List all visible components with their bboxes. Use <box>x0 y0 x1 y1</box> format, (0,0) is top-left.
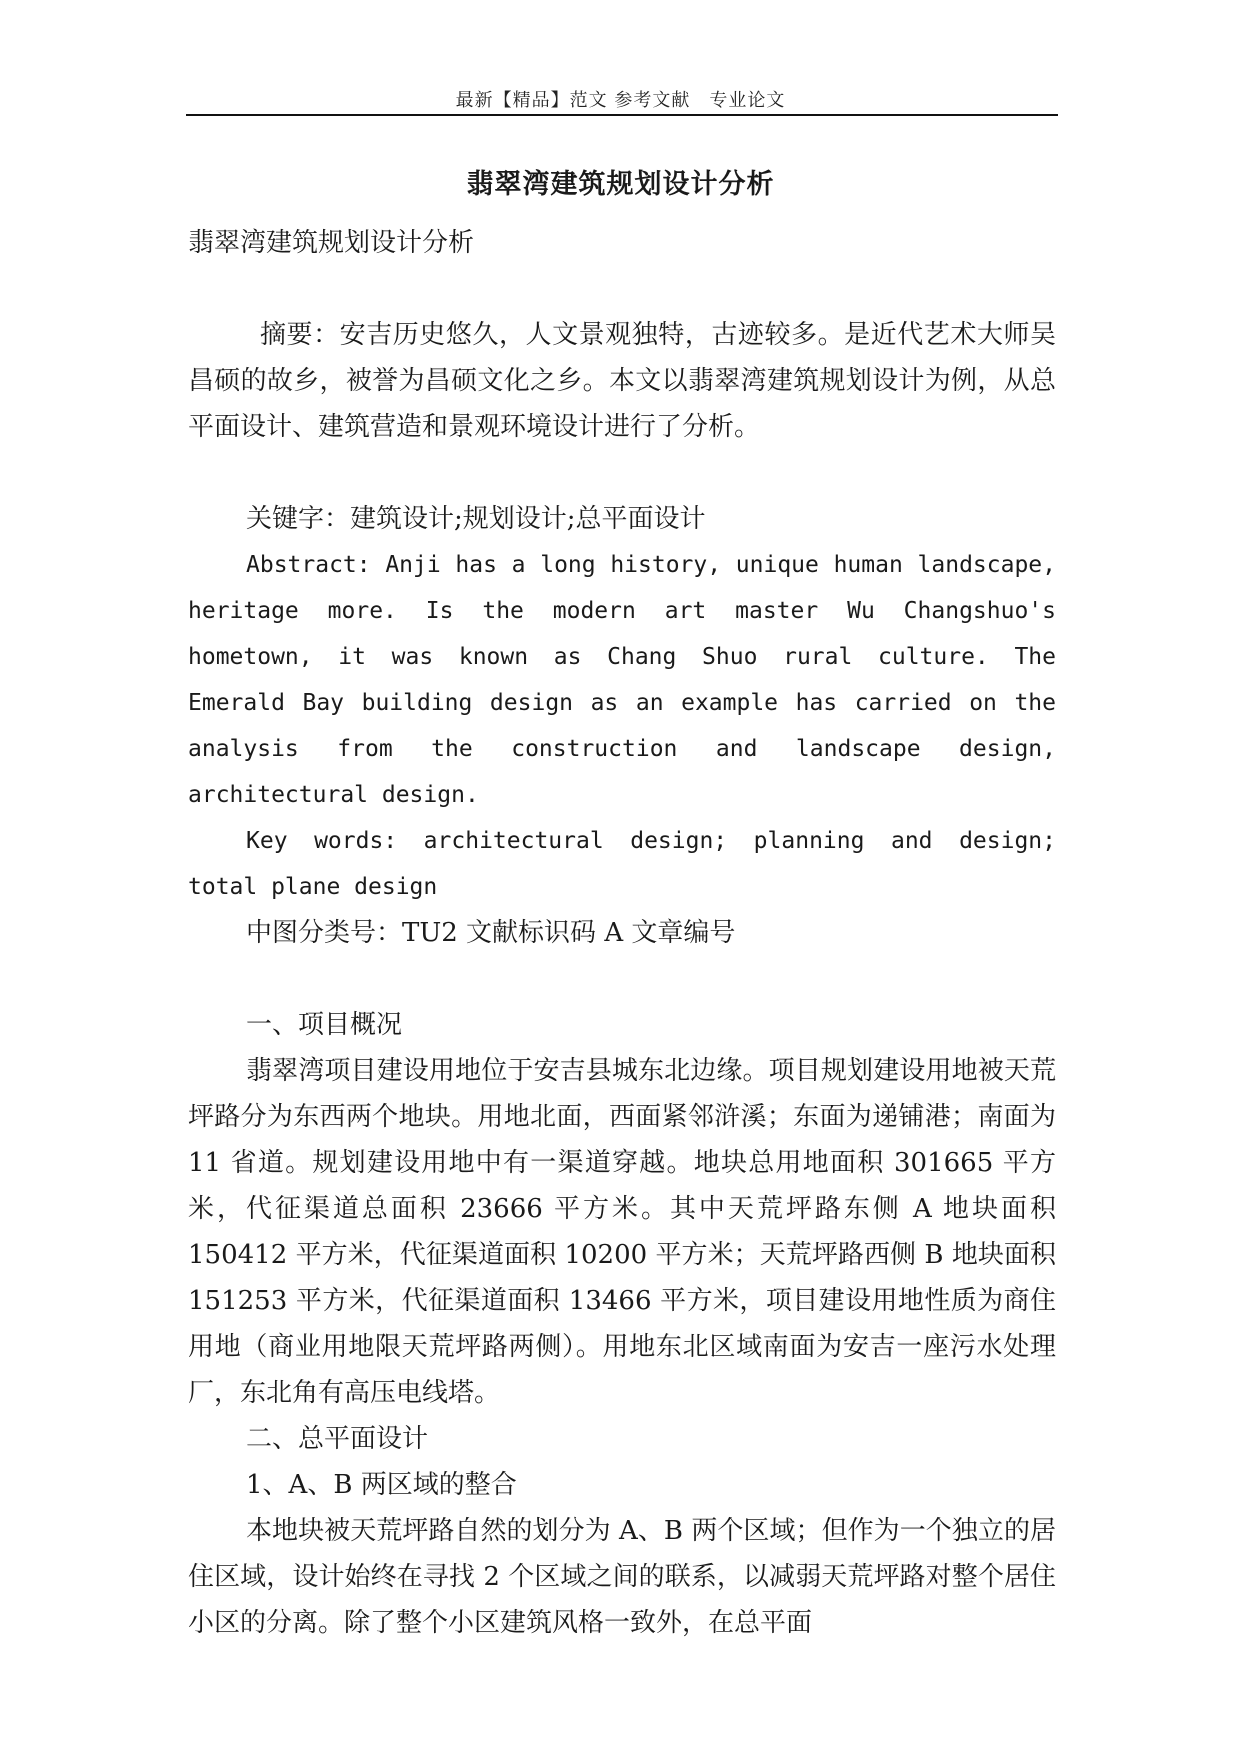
section-body-overview: 翡翠湾项目建设用地位于安吉县城东北边缘。项目规划建设用地被天荒坪路分为东西两个地块。用地北面，西面紧邻浒溪；东面为递铺港；南面为 11 省道。规划建设用地中有一渠道穿越。地块总用地面积 301665 平方米，代征渠道总面积 23666 平方米。其中天荒坪路东侧 A 地块面积 150412 平方米，代征渠道面积 10200 平方米；天荒坪路西侧 B 地块面积 151253 平方米，代征渠道面积 13466 平方米，项目建设用地性质为商住用地（商业用地限天荒坪路两侧）。用地东北区域南面为安吉一座污水处理厂，东北角有高压电线塔。 <box>188 1056 1056 1408</box>
subsection-heading-integration: 1、A、B 两区域的整合 <box>246 1470 517 1500</box>
document-subtitle: 翡翠湾建筑规划设计分析 <box>188 228 475 258</box>
section-heading-overview: 一、项目概况 <box>246 1010 403 1040</box>
subsection-body-integration: 本地块被天荒坪路自然的划分为 A、B 两个区域；但作为一个独立的居住区域，设计始终在寻找 2 个区域之间的联系，以减弱天荒坪路对整个居住小区的分离。除了整个小区建筑风格一致外，在总平面 <box>188 1516 1056 1638</box>
abstract-chinese: 摘要：安吉历史悠久，人文景观独特，古迹较多。是近代艺术大师吴昌硕的故乡，被誉为昌硕文化之乡。本文以翡翠湾建筑规划设计为例，从总平面设计、建筑营造和景观环境设计进行了分析。 <box>188 320 1056 442</box>
abstract-english: Abstract: Anji has a long history, unique human landscape, heritage more. Is the modern art master Wu Changshuo's hometown, it was known as Chang Shuo rural culture. The Emerald Bay building design as an example has carried on the analysis from the construction and landscape design, architectural design. <box>188 552 1056 808</box>
header-divider <box>186 114 1058 116</box>
classification-line: 中图分类号：TU2 文献标识码 A 文章编号 <box>246 918 736 948</box>
spacer <box>188 266 1056 312</box>
document-body <box>188 220 1056 1646</box>
spacer <box>188 956 1056 1002</box>
keywords-english: Key words: architectural design; planning and design; total plane design <box>188 828 1056 900</box>
document-title: 翡翠湾建筑规划设计分析 <box>466 169 775 200</box>
page-header: 最新【精品】范文 参考文献 专业论文 <box>455 90 786 111</box>
keywords-chinese: 关键字：建筑设计;规划设计;总平面设计 <box>246 504 706 534</box>
spacer <box>188 450 1056 496</box>
section-heading-site-plan: 二、总平面设计 <box>246 1424 429 1454</box>
